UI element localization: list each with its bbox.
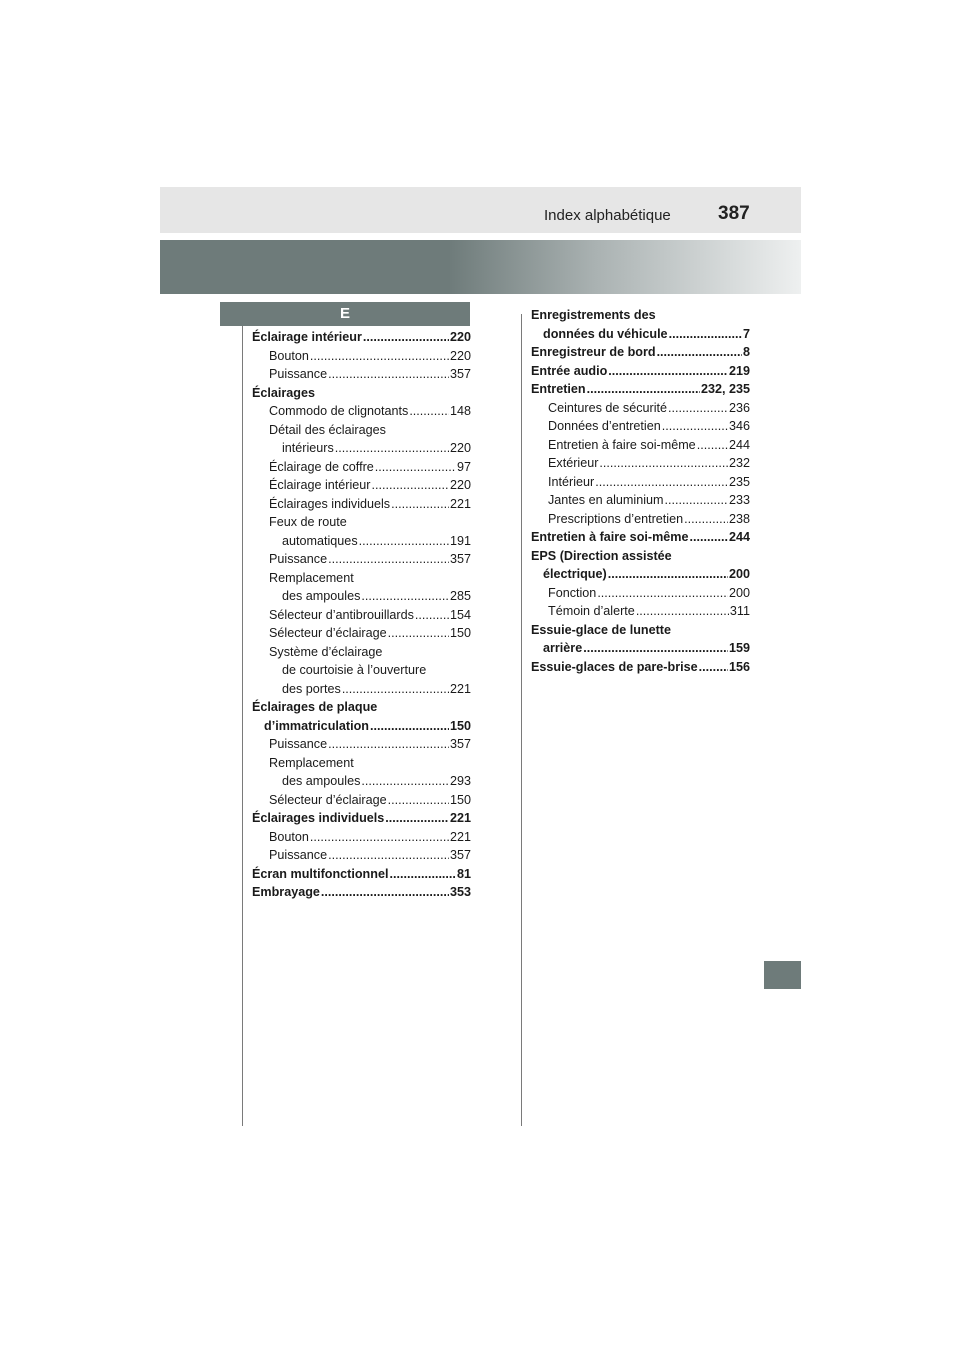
index-entry-label: Bouton (269, 348, 309, 363)
index-entry-label: Jantes en aluminium (548, 493, 664, 507)
index-entry (252, 754, 471, 773)
index-entry (252, 513, 471, 532)
index-column-left (252, 328, 471, 902)
index-entry (252, 587, 471, 606)
dot-leader (599, 454, 728, 473)
index-page-ref: 293 (449, 774, 471, 788)
index-entry (531, 380, 750, 399)
index-entry-label: Entrée audio (531, 363, 608, 378)
index-entry (252, 495, 471, 514)
index-entry (252, 717, 471, 736)
index-entry (531, 362, 750, 381)
dot-leader (669, 325, 742, 344)
index-page-ref: 353 (449, 885, 471, 899)
index-page-ref: 220 (449, 330, 471, 344)
index-entry-label: intérieurs (282, 441, 334, 455)
index-page-ref: 220 (449, 348, 471, 363)
dot-leader (328, 550, 449, 569)
dot-leader (389, 865, 456, 884)
index-page-ref: 159 (728, 641, 750, 655)
index-entry-label: Témoin d’alerte (548, 604, 635, 618)
index-entry (252, 476, 471, 495)
index-entry-label: Éclairages individuels (252, 811, 385, 825)
index-entry-label: Enregistreur de bord (531, 345, 656, 359)
index-entry (531, 658, 750, 677)
index-entry-label: Remplacement (269, 755, 354, 770)
index-entry (252, 624, 471, 643)
index-entry-label: Enregistrements des (531, 308, 656, 322)
section-letter-tab: E (220, 302, 470, 326)
index-entry (531, 473, 750, 492)
dot-leader (684, 510, 728, 529)
index-page-ref: 357 (449, 552, 471, 566)
index-entry-label: Entretien (531, 382, 586, 396)
index-entry (252, 532, 471, 551)
index-page-ref: 200 (728, 585, 750, 600)
dot-leader (699, 658, 728, 677)
index-page-ref: 232 (728, 456, 750, 470)
index-entry (252, 421, 471, 440)
index-page-ref: 285 (449, 589, 471, 603)
dot-leader (665, 491, 728, 510)
dot-leader (328, 365, 449, 384)
index-entry (252, 328, 471, 347)
dot-leader (328, 846, 449, 865)
dot-leader (310, 828, 449, 847)
index-entry-label: Entretien à faire soi-même (548, 437, 696, 452)
index-entry-label: Intérieur (548, 474, 595, 489)
dot-leader (388, 624, 449, 643)
index-entry-label: Essuie-glaces de pare-brise (531, 659, 698, 674)
index-entry-label: données du véhicule (543, 326, 668, 341)
index-entry (252, 772, 471, 791)
dot-leader (372, 476, 449, 495)
index-entry (531, 602, 750, 621)
index-page-ref: 150 (449, 718, 471, 733)
index-entry (252, 698, 471, 717)
index-entry-label: Sélecteur d’éclairage (269, 626, 387, 640)
index-entry-label: des ampoules (282, 589, 361, 603)
decorative-banner (160, 240, 801, 294)
index-entry-label: Extérieur (548, 456, 599, 470)
index-entry (531, 491, 750, 510)
index-entry (531, 454, 750, 473)
index-entry-label: Bouton (269, 829, 309, 844)
index-entry (252, 661, 471, 680)
index-entry (252, 347, 471, 366)
index-entry (531, 325, 750, 344)
dot-leader (597, 584, 728, 603)
index-page-ref: 233 (728, 493, 750, 507)
index-entry-label: d’immatriculation (264, 718, 369, 733)
dot-leader (361, 772, 449, 791)
index-page-ref: 148 (449, 404, 471, 418)
index-entry (252, 643, 471, 662)
index-entry-label: Fonction (548, 585, 597, 600)
index-entry-label: arrière (543, 641, 583, 655)
index-page-ref: 311 (729, 604, 750, 618)
header-band (160, 187, 801, 233)
dot-leader (697, 436, 728, 455)
index-entry (252, 569, 471, 588)
index-entry-label: Sélecteur d’éclairage (269, 792, 387, 807)
index-entry-label: des ampoules (282, 774, 361, 788)
index-entry (252, 402, 471, 421)
index-entry (531, 565, 750, 584)
index-page-ref: 221 (449, 811, 471, 825)
dot-leader (363, 328, 449, 347)
index-entry-label: Éclairage intérieur (269, 478, 371, 492)
index-entry (531, 639, 750, 658)
index-entry-label: électrique) (543, 567, 607, 581)
dot-leader (335, 439, 449, 458)
dot-leader (668, 399, 728, 418)
index-entry-label: Puissance (269, 848, 328, 862)
index-entry-label: Remplacement (269, 570, 354, 585)
dot-leader (385, 809, 449, 828)
index-entry (252, 828, 471, 847)
index-page-ref: 7 (742, 326, 750, 341)
section-tab-marker (764, 961, 801, 989)
index-page-ref: 346 (728, 419, 750, 433)
index-page-ref: 357 (449, 848, 471, 862)
index-entry-label: Détail des éclairages (269, 422, 386, 437)
index-page-ref: 97 (456, 459, 471, 474)
index-entry-label: Éclairages individuels (269, 496, 391, 511)
index-entry-label: Prescriptions d’entretien (548, 511, 684, 526)
index-entry-label: Essuie-glace de lunette (531, 622, 671, 637)
dot-leader (361, 587, 449, 606)
index-page-ref: 81 (456, 866, 471, 881)
dot-leader (415, 606, 449, 625)
dot-leader (636, 602, 729, 621)
index-entry (531, 343, 750, 362)
index-page-ref: 244 (728, 437, 750, 452)
index-entry (252, 680, 471, 699)
index-entry-label: Entretien à faire soi-même (531, 530, 689, 544)
index-entry-label: Éclairage de coffre (269, 459, 374, 474)
dot-leader (328, 735, 449, 754)
index-page-ref: 221 (449, 829, 471, 844)
index-entry (531, 528, 750, 547)
dot-leader (359, 532, 449, 551)
index-entry-label: EPS (Direction assistée (531, 548, 672, 563)
index-entry (531, 306, 750, 325)
index-entry-label: Données d’entretien (548, 419, 661, 433)
dot-leader (321, 883, 449, 902)
index-page-ref: 232, 235 (700, 382, 750, 396)
index-entry (252, 735, 471, 754)
index-entry (252, 439, 471, 458)
index-entry (252, 550, 471, 569)
index-entry-label: Sélecteur d’antibrouillards (269, 607, 414, 622)
index-entry-label: Feux de route (269, 515, 347, 529)
index-page-ref: 238 (728, 511, 750, 526)
index-entry-label: Éclairage intérieur (252, 330, 362, 344)
index-page-ref: 221 (449, 681, 471, 696)
index-entry (252, 809, 471, 828)
index-entry (252, 791, 471, 810)
column-divider-right (521, 314, 522, 1126)
index-entry (531, 436, 750, 455)
dot-leader (409, 402, 449, 421)
dot-leader (310, 347, 449, 366)
index-page-ref: 221 (449, 496, 471, 511)
index-entry (252, 458, 471, 477)
index-entry-label: Puissance (269, 737, 328, 751)
dot-leader (342, 680, 449, 699)
dot-leader (608, 565, 728, 584)
index-entry-label: Éclairages de plaque (252, 700, 378, 714)
index-page-ref: 219 (728, 363, 750, 378)
index-entry-label: Ceintures de sécurité (548, 400, 668, 415)
index-entry-label: Système d’éclairage (269, 644, 383, 659)
index-entry-label: Puissance (269, 367, 328, 381)
index-page-ref: 150 (449, 792, 471, 807)
index-entry (252, 606, 471, 625)
index-entry-label: des portes (282, 681, 341, 696)
dot-leader (608, 362, 728, 381)
index-entry-label: Écran multifonctionnel (252, 866, 389, 881)
index-page-ref: 244 (728, 530, 750, 544)
index-page-ref: 8 (742, 345, 750, 359)
index-page-ref: 156 (728, 659, 750, 674)
index-page-ref: 200 (728, 567, 750, 581)
index-page-ref: 154 (449, 607, 471, 622)
dot-leader (662, 417, 728, 436)
index-entry (252, 384, 471, 403)
index-entry (531, 399, 750, 418)
dot-leader (370, 717, 449, 736)
dot-leader (595, 473, 728, 492)
index-page-ref: 150 (449, 626, 471, 640)
index-entry (252, 846, 471, 865)
index-entry-label: Éclairages (252, 385, 316, 400)
column-divider-left (242, 326, 243, 1126)
index-entry (531, 417, 750, 436)
index-entry-label: Puissance (269, 552, 328, 566)
dot-leader (391, 495, 449, 514)
index-page-ref: 235 (728, 474, 750, 489)
dot-leader (587, 380, 700, 399)
index-page-ref: 220 (449, 441, 471, 455)
index-entry (531, 547, 750, 566)
index-entry (531, 510, 750, 529)
index-entry (531, 584, 750, 603)
index-entry-label: de courtoisie à l’ouverture (282, 663, 427, 677)
page-title: Index alphabétique (544, 207, 671, 224)
index-entry-label: automatiques (282, 533, 358, 548)
page-number: 387 (718, 203, 750, 224)
dot-leader (375, 458, 456, 477)
index-entry (252, 883, 471, 902)
index-entry (531, 621, 750, 640)
index-page-ref: 220 (449, 478, 471, 492)
dot-leader (583, 639, 728, 658)
index-page-ref: 191 (449, 533, 471, 548)
index-page-ref: 357 (449, 737, 471, 751)
index-column-right (531, 306, 750, 676)
index-entry-label: Embrayage (252, 885, 320, 899)
dot-leader (657, 343, 742, 362)
index-entry (252, 865, 471, 884)
index-entry (252, 365, 471, 384)
index-page-ref: 236 (728, 400, 750, 415)
index-entry-label: Commodo de clignotants (269, 404, 409, 418)
index-page-ref: 357 (449, 367, 471, 381)
dot-leader (388, 791, 449, 810)
dot-leader (689, 528, 728, 547)
